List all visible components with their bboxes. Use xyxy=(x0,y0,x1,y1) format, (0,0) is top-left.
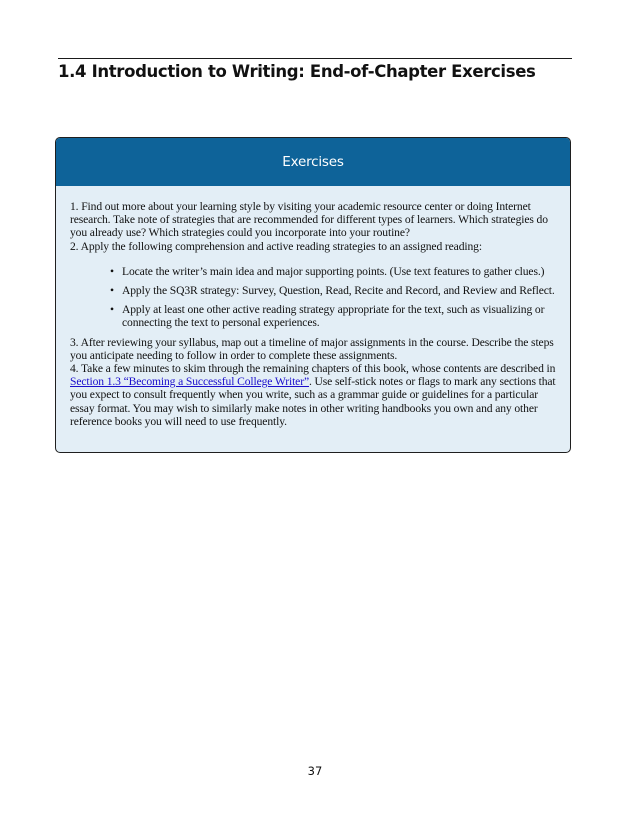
bullet-marker: • xyxy=(110,303,114,317)
exercise-item-2-intro: 2. Apply the following comprehension and active reading strategies to an assigned reading: xyxy=(70,239,482,253)
bullet-marker: • xyxy=(110,284,114,298)
page-number: 37 xyxy=(307,764,323,778)
bullet-text: Apply at least one other active reading strategy appropriate for the text, such as visualizing or connecting the text to personal experiences. xyxy=(122,303,545,330)
exercise-item-3: 3. After reviewing your syllabus, map out a timeline of major assignments in the course. Describe the steps you anticipate needing to follow in order to complete these assignments. xyxy=(70,335,554,362)
exercises-body xyxy=(56,186,570,428)
strategy-bullet-list xyxy=(70,265,560,330)
bullet-marker: • xyxy=(110,264,114,278)
bullet-text: Locate the writer’s main idea and major supporting points. (Use text features to gather clues.) xyxy=(122,264,545,278)
exercise-item-4-text-end: . Use self-stick notes or flags to mark any sections that you expect to consult frequently when you write, such as a grammar guide or guidelines for a particular essay format. You may wish to similarly make notes in other writing handbooks you own and any other reference books you will need to use frequently. xyxy=(70,375,556,428)
header-rule xyxy=(58,58,572,59)
bullet-text: Apply the SQ3R strategy: Survey, Question, Read, Recite and Record, and Review and Reflect. xyxy=(122,284,555,298)
exercise-item-4-text-start: 4. Take a few minutes to skim through the remaining chapters of this book, whose contents are described in xyxy=(70,362,556,376)
bullet-item xyxy=(110,303,560,330)
exercises-heading: Exercises xyxy=(282,154,344,170)
exercises-box xyxy=(55,137,571,453)
exercise-item-4 xyxy=(70,362,560,428)
bullet-item xyxy=(110,264,560,278)
bullet-item xyxy=(110,284,560,298)
exercise-item-1: 1. Find out more about your learning style by visiting your academic resource center or doing Internet research. Take note of strategies that are recommended for different types of learners. Which strategies do you already use? Which strategies could you incorporate into your routine? xyxy=(70,200,548,240)
exercises-header xyxy=(56,138,570,186)
section-1-3-link[interactable]: Section 1.3 “Becoming a Successful College Writer” xyxy=(70,375,309,389)
page-title: 1.4 Introduction to Writing: End-of-Chapter Exercises xyxy=(58,62,536,81)
